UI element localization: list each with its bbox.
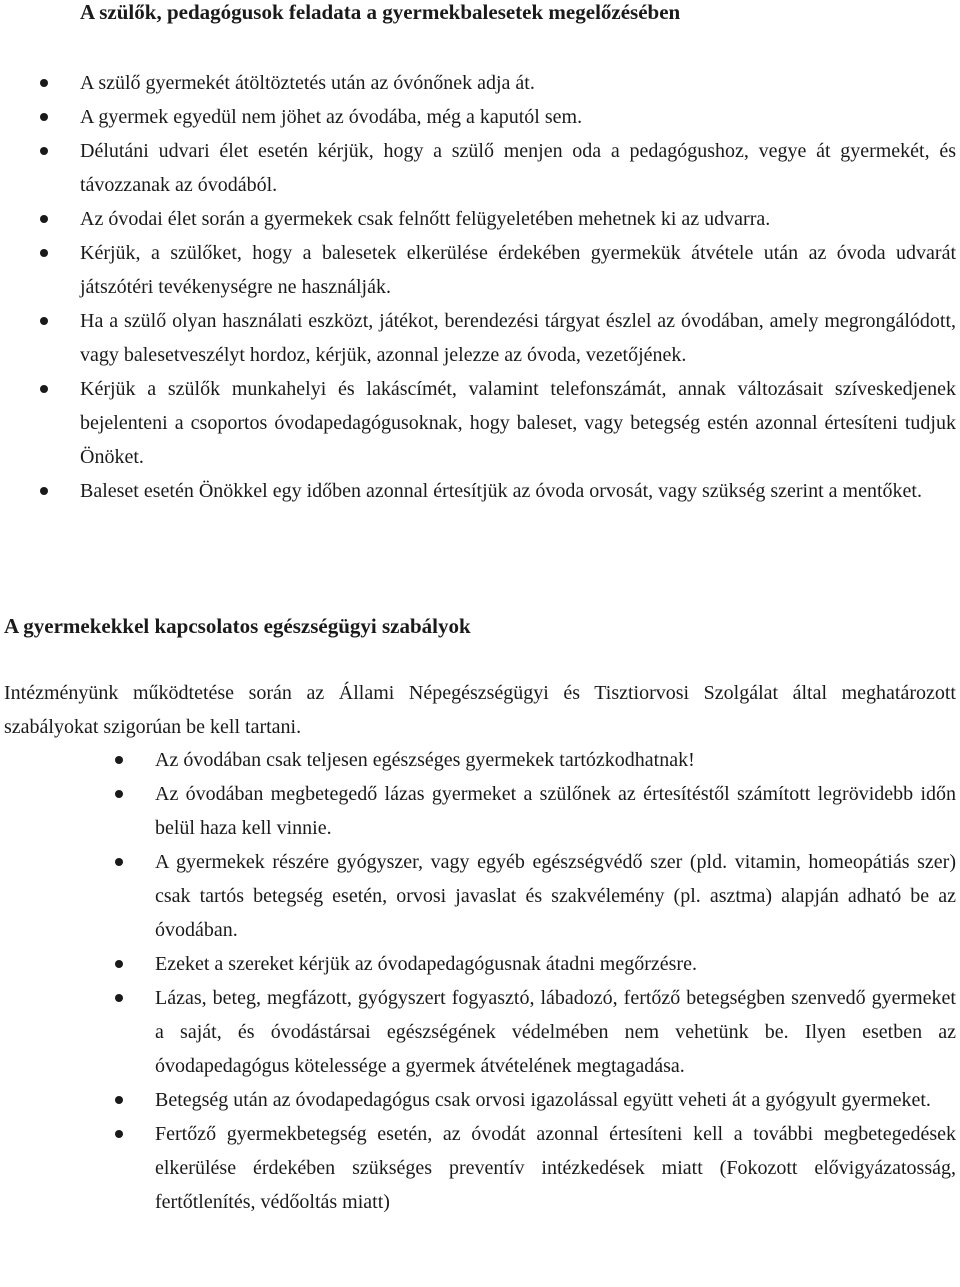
list-item-text: A gyermek egyedül nem jöhet az óvodába, még a kaputól sem.: [80, 106, 583, 128]
list-item-text: Délutáni udvari élet esetén kérjük, hogy a szülő menjen oda a pedagógushoz, vegye át gyermekét, és távozzanak az óvodából.: [80, 140, 956, 196]
list-item: [80, 202, 956, 236]
list-item: [155, 743, 956, 777]
bullet-icon: [40, 487, 48, 495]
bullet-icon: [40, 113, 48, 121]
list-item: [80, 372, 956, 474]
bullet-icon: [115, 858, 123, 866]
bullet-icon: [40, 249, 48, 257]
list-item-text: Betegség után az óvodapedagógus csak orvosi igazolással együtt veheti át a gyógyult gyermeket.: [155, 1089, 931, 1111]
list-item: [80, 66, 956, 100]
list-item: [155, 845, 956, 947]
list-item-text: Az óvodában megbetegedő lázas gyermeket a szülőnek az értesítéstől számított legrövidebb időn belül haza kell vinnie.: [155, 783, 956, 839]
bullet-icon: [115, 994, 123, 1002]
list-item: [155, 947, 956, 981]
bullet-icon: [40, 147, 48, 155]
section-2-title: A gyermekekkel kapcsolatos egészségügyi szabályok: [4, 614, 471, 638]
list-item-text: Kérjük, a szülőket, hogy a balesetek elkerülése érdekében gyermekük átvétele után az óvoda udvarát játszótéri tevékenységre ne használják.: [80, 242, 956, 298]
list-item-text: Fertőző gyermekbetegség esetén, az óvodát azonnal értesíteni kell a további megbetegedések elkerülése érdekében szükséges preventív intézkedések miatt (Fokozott elővigyázatosság, fertőtlenítés, védőoltás miatt): [155, 1123, 956, 1213]
bullet-icon: [115, 1096, 123, 1104]
bullet-icon: [40, 385, 48, 393]
list-item: [155, 1117, 956, 1219]
list-item: [155, 777, 956, 845]
list-item: [80, 134, 956, 202]
list-item: [155, 1083, 956, 1117]
list-item-text: A szülő gyermekét átöltöztetés után az óvónőnek adja át.: [80, 72, 535, 94]
section-2-intro: Intézményünk működtetése során az Állami Népegészségügyi és Tisztiorvosi Szolgálat által meghatározott szabályokat szigorúan be kell tartani.: [4, 682, 956, 738]
list-item-text: Ha a szülő olyan használati eszközt, játékot, berendezési tárgyat észlel az óvodában, amely megrongálódott, vagy balesetveszélyt hordoz, kérjük, azonnal jelezze az óvoda, vezetőjének.: [80, 310, 956, 366]
bullet-icon: [115, 1130, 123, 1138]
list-item-text: Baleset esetén Önökkel egy időben azonnal értesítjük az óvoda orvosát, vagy szükség szerint a mentőket.: [80, 480, 922, 502]
list-item: [80, 304, 956, 372]
list-item-text: A gyermekek részére gyógyszer, vagy egyéb egészségvédő szer (pld. vitamin, homeopátiás szer) csak tartós betegség esetén, orvosi javaslat és szakvélemény (pl. asztma) alapján adható be az óvodában.: [155, 851, 956, 941]
list-item: [80, 474, 956, 508]
bullet-icon: [40, 317, 48, 325]
list-item-text: Ezeket a szereket kérjük az óvodapedagógusnak átadni megőrzésre.: [155, 953, 697, 975]
bullet-icon: [115, 790, 123, 798]
section-1-list: [80, 66, 956, 508]
section-1-title: A szülők, pedagógusok feladata a gyermekbalesetek megelőzésében: [80, 0, 681, 24]
bullet-icon: [115, 756, 123, 764]
list-item-text: Kérjük a szülők munkahelyi és lakáscímét, valamint telefonszámát, annak változásait szíveskedjenek bejelenteni a csoportos óvodapedagógusoknak, hogy baleset, vagy betegség estén azonnal értesíteni tudjuk Önöket.: [80, 378, 956, 468]
bullet-icon: [115, 960, 123, 968]
list-item: [80, 236, 956, 304]
list-item: [80, 100, 956, 134]
list-item: [155, 981, 956, 1083]
bullet-icon: [40, 215, 48, 223]
list-item-text: Az óvodai élet során a gyermekek csak felnőtt felügyeletében mehetnek ki az udvarra.: [80, 208, 771, 230]
section-2-list: [155, 743, 956, 1219]
list-item-text: Az óvodában csak teljesen egészséges gyermekek tartózkodhatnak!: [155, 749, 695, 771]
list-item-text: Lázas, beteg, megfázott, gyógyszert fogyasztó, lábadozó, fertőző betegségben szenvedő gyermeket a saját, és óvodástársai egészségének védelmében nem vehetünk be. Ilyen esetben az óvodapedagógus kötelessége a gyermek átvételének megtagadása.: [155, 987, 956, 1077]
bullet-icon: [40, 79, 48, 87]
